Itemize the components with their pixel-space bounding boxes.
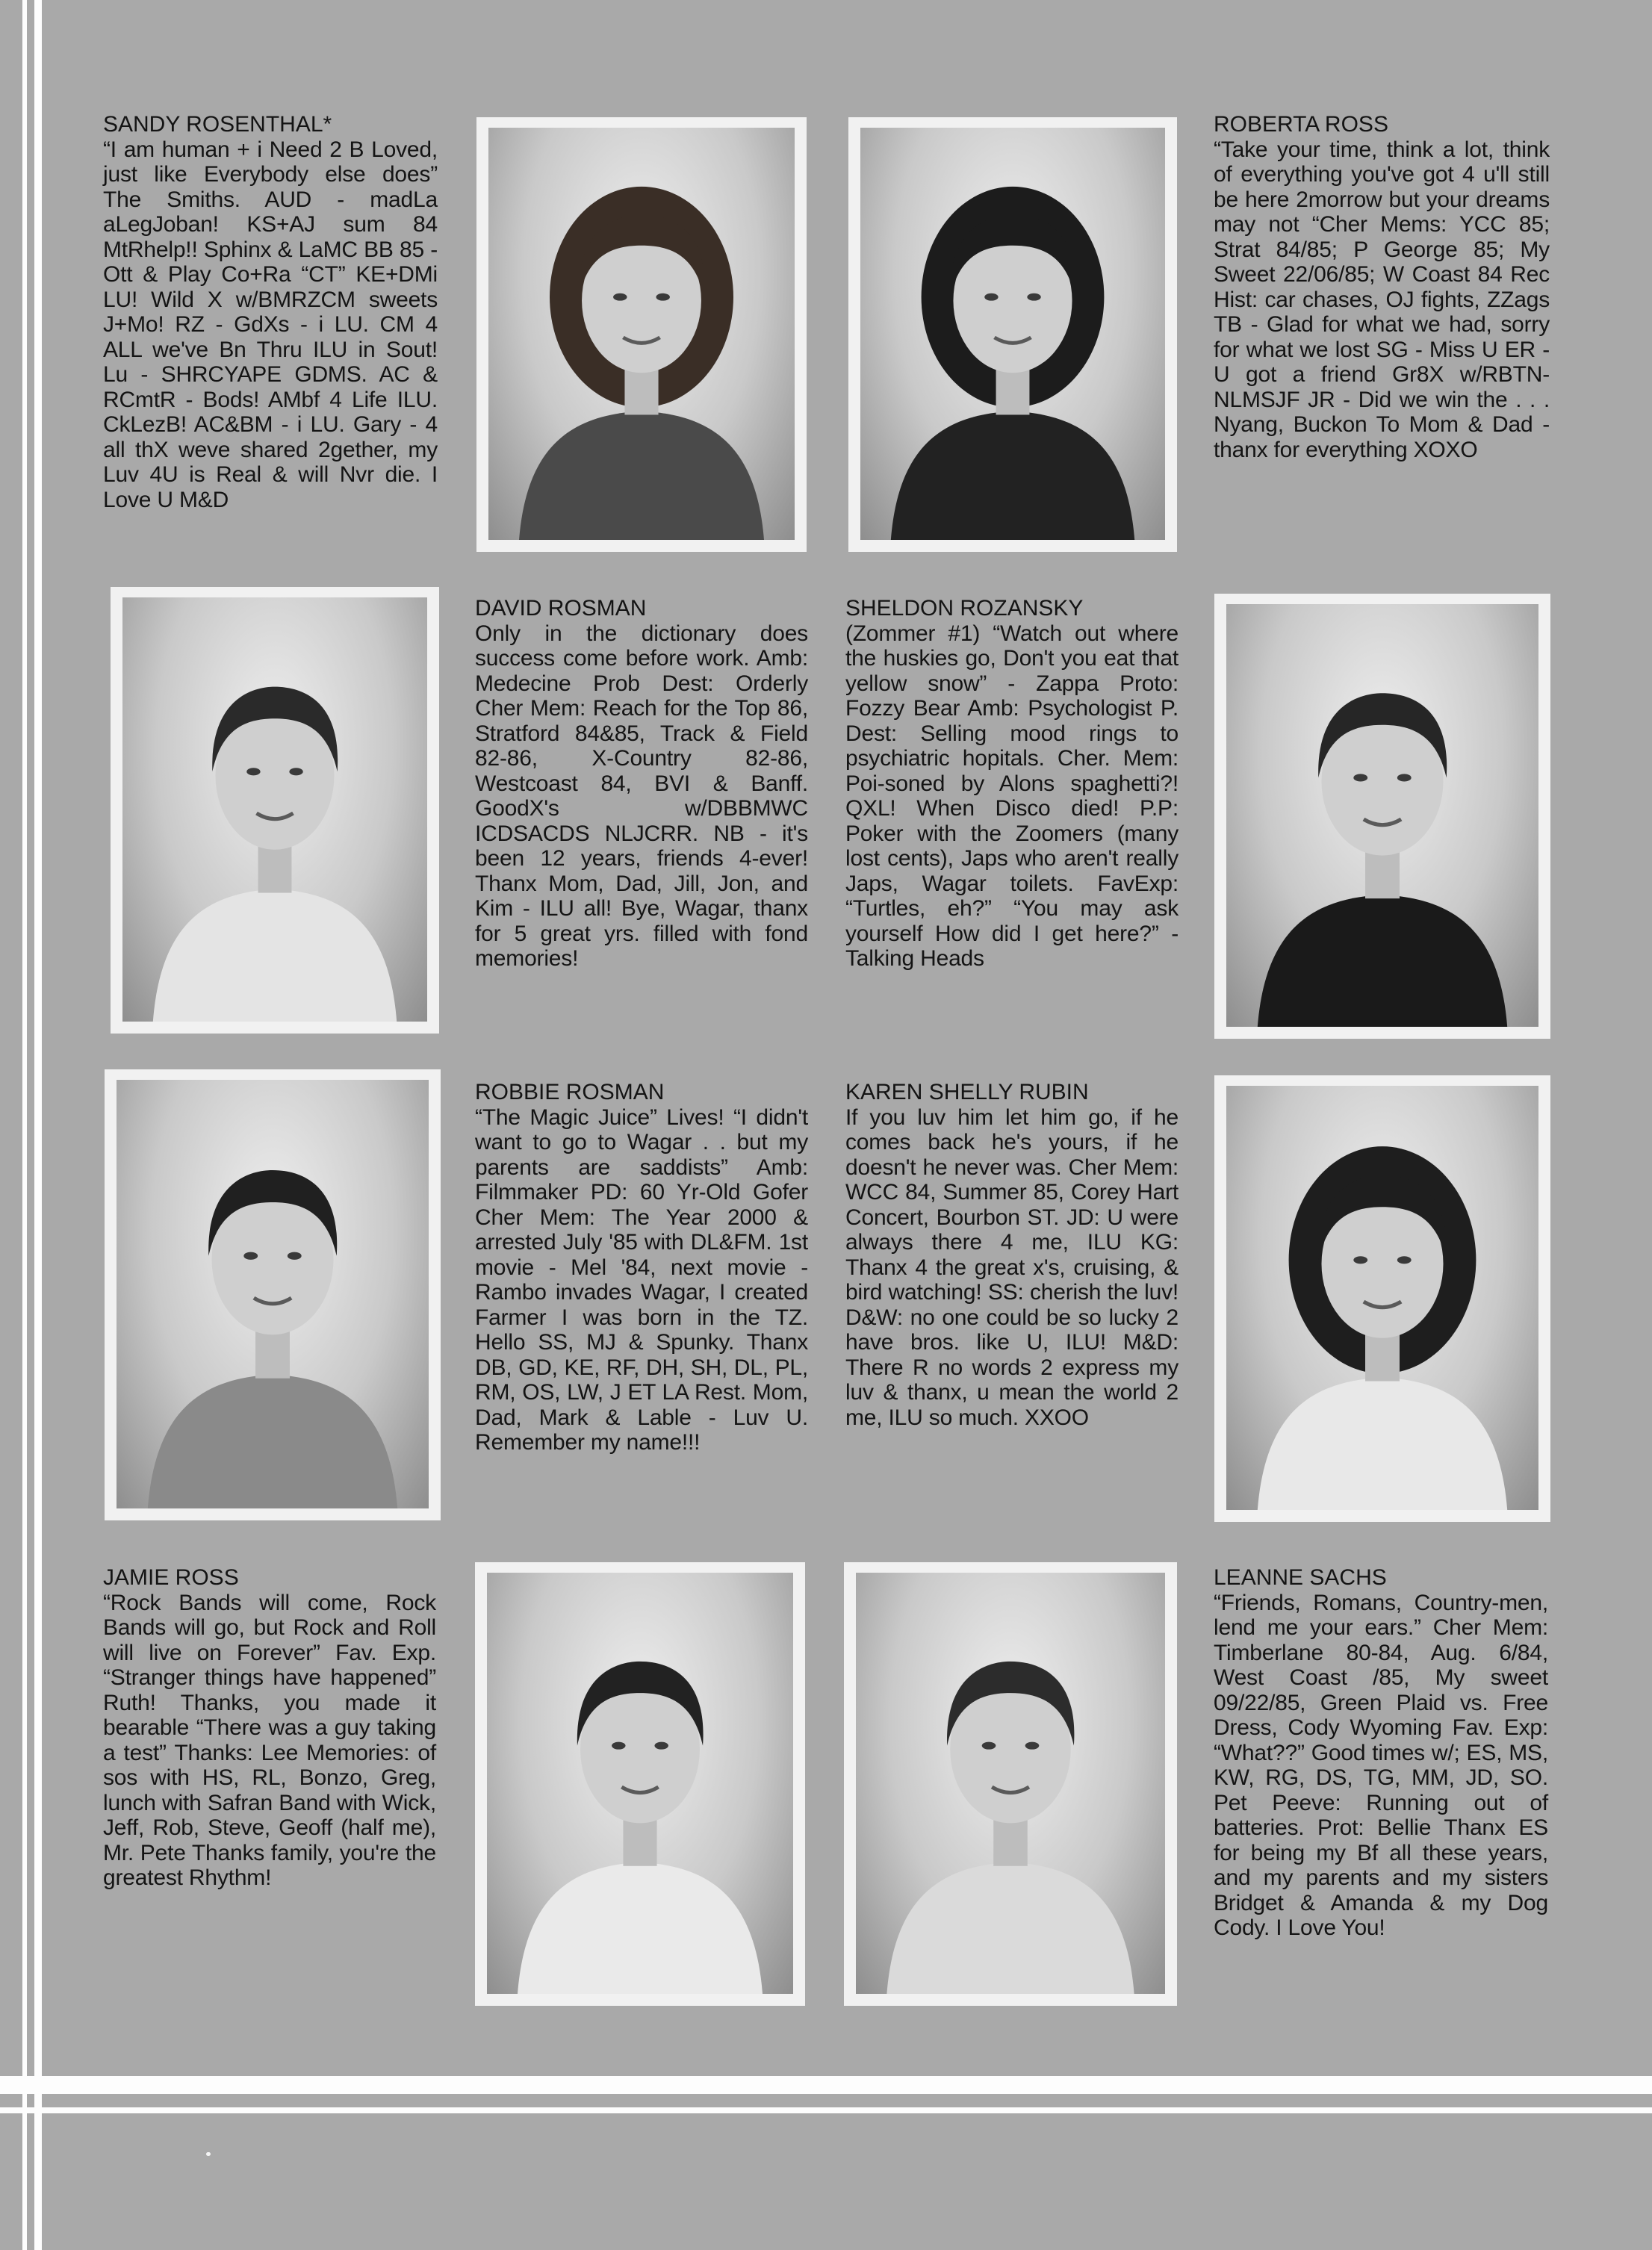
student-quote: “I am human + i Need 2 B Loved, just like Everybody else does” The Smiths. AUD - madLa aLegJoban! KS+AJ sum 84 MtRhelp!! Sphinx & LaMC BB 85 - Ott & Play Co+Ra “CT” KE+DMi LU! Wild X w/BMRZCM sweets J+Mo! RZ - GdXs - i LU. CM 4 ALL we've Bn Thru ILU in Sout! Lu - SHRCYAPE GDMS. AC & RCmtR - Bods! AMbf 4 Life ILU. CkLezB! AC&BM - i LU. Gary - 4 all thX weve shared 2gether, my Luv 4U is Real & will Nvr die. I Love U M&D xyxy=(103,137,438,512)
student-photo xyxy=(476,117,807,552)
shoulders xyxy=(148,1375,397,1508)
student-name: JAMIE ROSS xyxy=(103,1565,239,1590)
student-entry xyxy=(475,1080,808,1455)
portrait-silhouette xyxy=(1226,604,1538,1027)
student-photo xyxy=(1214,1075,1550,1522)
eye-left xyxy=(613,293,627,301)
portrait-silhouette xyxy=(488,128,795,540)
shoulders xyxy=(519,411,764,541)
portrait-silhouette xyxy=(117,1080,429,1508)
student-photo xyxy=(1214,594,1550,1039)
student-quote: “Rock Bands will come, Rock Bands will go, but Rock and Roll will live on Forever” Fav. Exp. “Stranger things have happened” Ruth! Thanks, you made it bearable “There was a guy taking a test” Thanks: Lee Memories: of sos with HS, RL, Bonzo, Greg, lunch with Safran Band with Wick, Jeff, Rob, Steve, Geoff (half me), Mr. Pete Thanks family, you're the greatest Rhythm! xyxy=(103,1590,436,1890)
student-quote: “Friends, Romans, Country-men, lend me your ears.” Cher Mem: Timberlane 80-84, Aug. 6/84, West Coast /85, My sweet 09/22/85, Green Plaid vs. Free Dress, Cody Wyoming Fav. Exp: “What??” Good times w/; ES, MS, KW, RG, DS, TG, MM, JD, SO. Pet Peeve: Running out of batteries. Prot: Bellie Thanx ES for being my Bf all these years, and my parents and my sisters Bridget & Amanda & my Dog Cody. I Love You! xyxy=(1214,1590,1548,1940)
eye-right xyxy=(654,1742,668,1750)
student-name: DAVID ROSMAN xyxy=(475,596,647,621)
eye-left xyxy=(243,1252,258,1260)
student-entry xyxy=(103,112,438,512)
left-border-stripe xyxy=(22,0,27,2250)
student-entry xyxy=(845,1080,1179,1430)
student-photo xyxy=(475,1562,805,2006)
eye-right xyxy=(289,768,302,775)
portrait-silhouette xyxy=(122,597,427,1022)
student-entry xyxy=(475,596,808,972)
shoulders xyxy=(891,411,1134,541)
student-entry xyxy=(1214,112,1550,462)
student-quote: (Zommer #1) “Watch out where the huskies go, Don't you eat that yellow snow” - Zappa Proto: Fozzy Bear Amb: Psychologist P. Dest: Selling mood rings to psychiatric hopitals. Cher. Mem: Poi-soned by Alons spaghetti?! QXL! When Disco died! P.P: Poker with the Zoomers (many lost cents), Japs who aren't really Japs, Wagar toilets. FavExp: “Turtles, eh?” “You may ask yourself How did I get here?” - Talking Heads xyxy=(845,621,1179,971)
student-entry xyxy=(845,596,1179,972)
shoulders xyxy=(886,1862,1134,1994)
eye-right xyxy=(288,1252,302,1260)
eye-left xyxy=(1353,1256,1367,1264)
student-quote: If you luv him let him go, if he comes back he's yours, if he doesn't he never was. Cher Mem: WCC 84, Summer 85, Corey Hart Concert, Bourbon ST. JD: U were always there 4 me, ILU KG: Thanx 4 the great x's, cruising, & bird watching! SS: cherish the luv! D&W: no one could be so lucky 2 have bros. like U, ILU! M&D: There R no words 2 express my luv & thanx, u mean the world 2 me, ILU so much. XXOO xyxy=(845,1104,1179,1430)
shoulders xyxy=(1258,1378,1507,1511)
student-name: SANDY ROSENTHAL* xyxy=(103,112,332,137)
portrait-silhouette xyxy=(487,1573,793,1994)
eye-right xyxy=(1397,774,1412,781)
bottom-border-stripe xyxy=(0,2076,1652,2094)
student-photo xyxy=(111,587,439,1034)
portrait-silhouette xyxy=(856,1573,1165,1994)
student-quote: “Take your time, think a lot, think of everything you've got 4 u'll still be here 2morrow but your dreams may not “Cher Mems: YCC 85; Strat 84/85; P George 85; My Sweet 22/06/85; W Coast 84 Rec Hist: car chases, OJ fights, ZZags TB - Glad for what we had, sorry for what we lost SG - Miss U ER - U got a friend Gr8X w/RBTN-NLMSJF JR - Did we win the . . . Nyang, Buckon To Mom & Dad - thanx for everything XOXO xyxy=(1214,137,1550,462)
student-photo xyxy=(848,117,1177,552)
eye-right xyxy=(656,293,669,301)
eye-left xyxy=(982,1742,996,1750)
eye-right xyxy=(1025,1742,1040,1750)
student-name: LEANNE SACHS xyxy=(1214,1565,1387,1590)
student-name: SHELDON ROZANSKY xyxy=(845,596,1084,621)
student-name: KAREN SHELLY RUBIN xyxy=(845,1080,1089,1104)
eye-left xyxy=(246,768,260,775)
portrait-silhouette xyxy=(860,128,1165,540)
student-photo xyxy=(105,1069,441,1520)
student-entry xyxy=(103,1565,436,1891)
shoulders xyxy=(1258,895,1507,1027)
student-name: ROBBIE ROSMAN xyxy=(475,1080,665,1104)
left-border-stripe-2 xyxy=(34,0,42,2250)
student-name: ROBERTA ROSS xyxy=(1214,112,1388,137)
student-entry xyxy=(1214,1565,1548,1941)
eye-left xyxy=(1353,774,1367,781)
eye-left xyxy=(612,1742,625,1750)
portrait-silhouette xyxy=(1226,1086,1538,1510)
eye-left xyxy=(984,293,998,301)
eye-right xyxy=(1397,1256,1412,1264)
bottom-border-stripe-2 xyxy=(0,2107,1652,2113)
print-speck xyxy=(206,2152,211,2156)
student-quote: Only in the dictionary does success come before work. Amb: Medecine Prob Dest: Orderly Cher Mem: Reach for the Top 86, Stratford 84&85, Track & Field 82-86, X-Country 82-86, Westcoast 84, BVI & Banff. GoodX's w/DBBMWC ICDSACDS NLJCRR. NB - it's been 12 years, friends 4-ever! Thanx Mom, Dad, Jill, Jon, and Kim - ILU all! Bye, Wagar, thanx for 5 great yrs. filled with fond memories! xyxy=(475,621,808,971)
shoulders xyxy=(153,889,397,1022)
eye-right xyxy=(1027,293,1040,301)
student-quote: “The Magic Juice” Lives! “I didn't want to go to Wagar . . but my parents are saddists” Amb: Filmmaker PD: 60 Yr-Old Gofer Cher Mem: The Year 2000 & arrested July '85 with DL&FM. 1st movie - Mel '84, next movie - Rambo invades Wagar, I created Farmer I was born in the TZ. Hello SS, MJ & Spunky. Thanx DB, GD, KE, RF, DH, SH, DL, PL, RM, OS, LW, J ET LA Rest. Mom, Dad, Mark & Lable - Luv U. Remember my name!!! xyxy=(475,1104,808,1455)
student-photo xyxy=(844,1562,1177,2006)
shoulders xyxy=(518,1862,763,1994)
